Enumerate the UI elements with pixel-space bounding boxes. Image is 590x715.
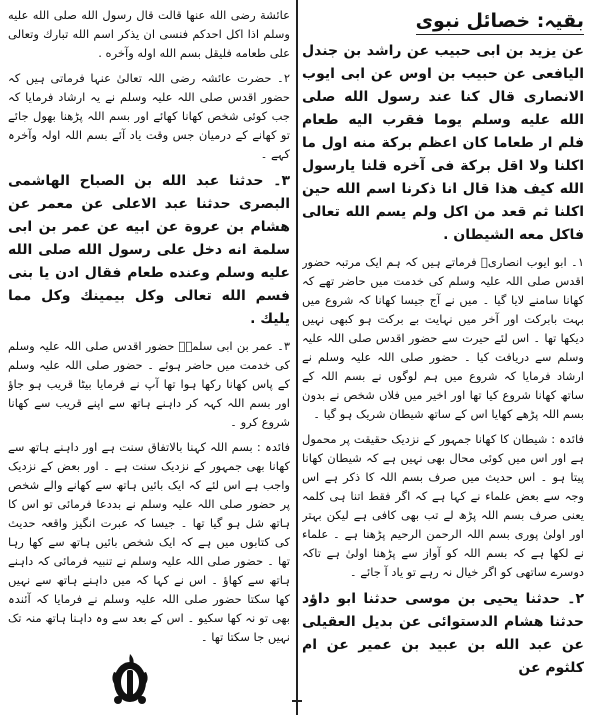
page-header [302, 10, 584, 32]
hadith-1-urdu: ۱۔ ابو ایوب انصاریؓ فرماتے ہیں کہ ہم ایک مرتبہ حضور اقدس صلی اللہ علیہ وسلم کی خدمت میں حاضر تھے کہ کھانا سامنے لایا گیا ۔ میں نے آج جیسا کھانا کہ شروع میں بہت بابرکت اور آخر میں نہایت بے برکت ہو کبھی نہیں دیکھا تھا ۔ اس لئے حیرت سے حضور اقدس صلی اللہ علیہ وسلم سے دریافت کیا ۔ حضور صلی اللہ علیہ وسلم نے ارشاد فرمایا کہ شروع میں ہم لوگوں نے بسم اللہ کے ساتھ کھانا شروع کیا تھا اور اخیر میں فلاں شخص نے بدون بسم اللہ پڑھے کھایا اس کے ساتھ شیطان شریک ہو گیا ۔ [302, 255, 584, 421]
calligraphy-logo-icon [106, 650, 154, 706]
hadith-2-arabic-start: ۲۔ حدثنا يحيى بن موسى حدثنا ابو داؤد حدثنا هشام الدستوائى عن بديل العقيلى عن عبد الله بن عبيد بن عمير عن ام كلثوم عن [302, 591, 584, 676]
header-title: بقیہ: خصائل نبوی [416, 10, 584, 35]
hadith-3-urdu: ۳۔ عمر بن ابی سلمہؓ حضور اقدس صلی اللہ علیہ وسلم کی خدمت میں حاضر ہوئے ۔ حضور صلی اللہ علیہ وسلم کے پاس کھانا رکھا ہوا تھا آپ نے فرمایا بیٹا قریب ہو جاؤ اور بسم اللہ کہہ کر داہنے ہاتھ سے اپنے قریب سے کھانا شروع کرو ۔ [8, 339, 290, 429]
hadith-2-arabic-end: عائشة رضى الله عنها قالت قال رسول الله صلى الله عليه وسلم اذا اكل احدكم فنسى ان يذكر اسم الله تبارك وتعالى على طعامه فليقل بسم الله اوله وآخره . [8, 8, 290, 60]
right-column [302, 6, 584, 706]
hadith-1-arabic: عن يزيد بن ابى حبيب عن راشد بن جندل اليافعى عن حبيب بن اوس عن ابى ايوب الانصارى قال كنا عند رسول الله صلى الله عليه وسلم يوما فقرب اليه طعام فلم ار طعاما كان اعظم بركة منه اول ما اكلنا ولا اقل بركة فى آخره قلنا يارسول الله كيف هذا قال انا ذكرنا اسم الله حين اكلنا ثم قعد من اكل ولم يسم الله تعالى فاكل معه الشيطان . [302, 43, 584, 243]
hadith-1-benefit: فائدہ : شیطان کا کھانا جمہور کے نزدیک حقیقت پر محمول ہے اور اس میں کوئی محال بھی نہیں ہے کہ شیطان کھانا پیتا ہو ۔ اس حدیث میں صرف بسم اللہ کا ذکر ہے اس وجہ سے بعض علماء نے کہا ہے کہ اگر فقط اتنا ہی کلمہ یعنی صرف بسم اللہ پڑھ لے تب بھی کافی ہے لیکن بہتر اور اولیٰ پوری بسم اللہ الرحمن الرحیم پڑھنا ہے ۔ علماء نے لکھا ہے کہ بسم اللہ کو آواز سے پڑھنا اولیٰ ہے تاکہ دوسرے ساتھی کو اگر خیال نہ رہے تو یاد آ جائے ۔ [302, 432, 584, 579]
hadith-3-arabic: ۳۔ حدثنا عبد الله بن الصباح الهاشمى البصرى حدثنا عبد الاعلى عن معمر عن هشام بن عروة عن ابيه عن عمر بن ابى سلمة انه دخل على رسول الله صلى الله عليه وسلم وعنده طعام فقال ادن يا بنى فسم الله تعالى وكل بيمينك وكل مما يليك . [8, 173, 290, 327]
page-tick-mark [292, 700, 302, 702]
left-column [8, 6, 290, 646]
column-divider [296, 0, 298, 715]
hadith-2-urdu: ۲۔ حضرت عائشہ رضی اللہ تعالیٰ عنہا فرماتی ہیں کہ حضور اقدس صلی اللہ علیہ وسلم نے یہ ارشاد فرمایا کہ جب کوئی شخص کھانا کھائے اور بسم اللہ پڑھنا بھول جائے تو کھانے کے درمیان جس وقت یاد آئے بسم اللہ اولہ وآخرہ کہے ۔ [8, 71, 290, 161]
hadith-3-benefit: فائدہ : بسم اللہ کہنا بالاتفاق سنت ہے اور داہنے ہاتھ سے کھانا بھی جمہور کے نزدیک سنت ہے ۔ اور بعض کے نزدیک واجب ہے اس لئے کہ ایک بائیں ہاتھ سے کھانے والے شخص پر حضور صلی اللہ علیہ وسلم نے بددعا فرمائی تو اس کا ہاتھ شل ہو گیا تھا ۔ جیسا کہ عبرت انگیز واقعہ حدیث کی کتابوں میں ہے کہ ایک شخص بائیں ہاتھ سے کھا رہا تھا ۔ حضور صلی اللہ علیہ وسلم نے تنبیہ فرمائی کہ داہنے ہاتھ سے کھاؤ ۔ اس نے کہا کہ میں داہنے ہاتھ سے نہیں کھا سکتا حضور صلی اللہ علیہ وسلم نے فرمایا کہ آئندہ بھی تو نہ کھا سکیو ۔ اس کے بعد سے وہ داہنا ہاتھ منہ تک نہیں جا سکتا تھا ۔ [8, 440, 290, 644]
